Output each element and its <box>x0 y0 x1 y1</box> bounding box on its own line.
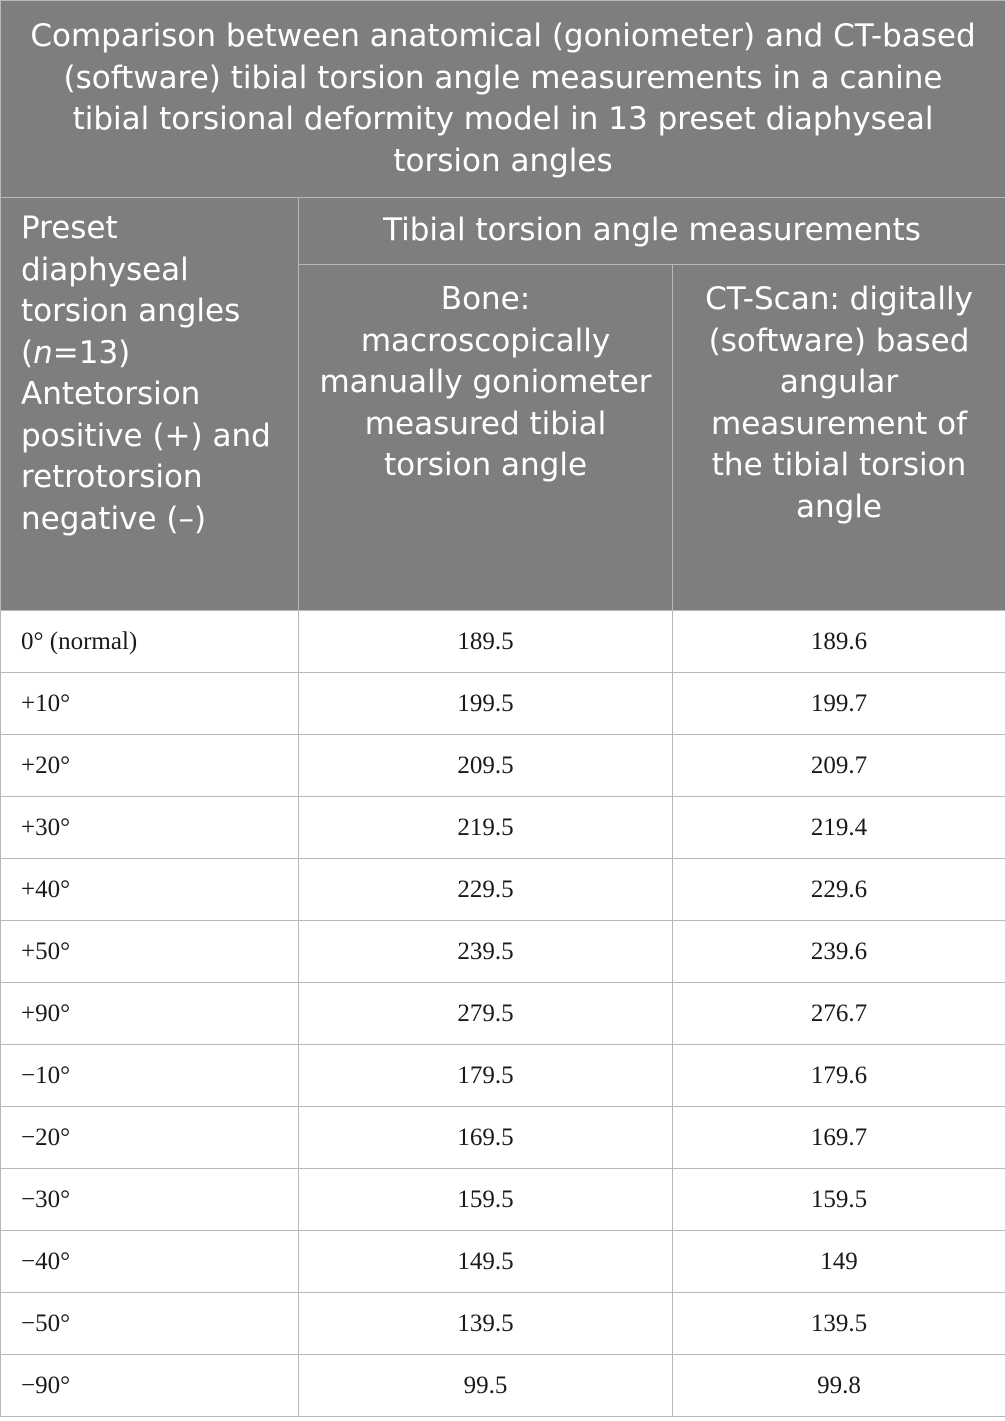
ct-scan-header: CT-Scan: digitally (software) based angular measurement of the tibial torsion angle <box>673 265 1005 611</box>
bone-measurement-cell: 239.5 <box>299 921 673 983</box>
bone-goniometer-header: Bone: macroscopically manually goniometer measured tibial torsion angle <box>299 265 673 611</box>
ct-measurement-cell: 239.6 <box>673 921 1005 983</box>
preset-angle-cell: −30° <box>1 1169 299 1231</box>
table-row <box>1 1231 1005 1293</box>
ct-measurement-cell: 189.6 <box>673 611 1005 673</box>
preset-angle-cell: −90° <box>1 1355 299 1417</box>
table-row <box>1 1107 1005 1169</box>
ct-measurement-cell: 276.7 <box>673 983 1005 1045</box>
preset-angle-cell: +10° <box>1 673 299 735</box>
table-row <box>1 1169 1005 1231</box>
preset-angle-cell: +30° <box>1 797 299 859</box>
ct-measurement-cell: 199.7 <box>673 673 1005 735</box>
table-caption: Comparison between anatomical (goniometer) and CT-based (software) tibial torsion angle measurements in a canine tibial torsional deformity model in 13 preset diaphyseal torsion angles <box>1 1 1005 198</box>
bone-measurement-cell: 209.5 <box>299 735 673 797</box>
bone-measurement-cell: 219.5 <box>299 797 673 859</box>
table-row <box>1 797 1005 859</box>
bone-measurement-cell: 139.5 <box>299 1293 673 1355</box>
table-body <box>1 611 1005 1417</box>
ct-measurement-cell: 219.4 <box>673 797 1005 859</box>
table-row <box>1 921 1005 983</box>
bone-measurement-cell: 189.5 <box>299 611 673 673</box>
bone-measurement-cell: 99.5 <box>299 1355 673 1417</box>
table-row <box>1 1045 1005 1107</box>
bone-measurement-cell: 199.5 <box>299 673 673 735</box>
ct-measurement-cell: 179.6 <box>673 1045 1005 1107</box>
ct-measurement-cell: 169.7 <box>673 1107 1005 1169</box>
preset-angle-cell: −50° <box>1 1293 299 1355</box>
ct-measurement-cell: 229.6 <box>673 859 1005 921</box>
preset-angle-cell: 0° (normal) <box>1 611 299 673</box>
preset-angle-cell: −40° <box>1 1231 299 1293</box>
bone-measurement-cell: 179.5 <box>299 1045 673 1107</box>
preset-angle-header: Preset diaphyseal torsion angles (n=13) Antetorsion positive (+) and retrotorsion negative (–) <box>1 198 299 611</box>
bone-measurement-cell: 169.5 <box>299 1107 673 1169</box>
ct-measurement-cell: 149 <box>673 1231 1005 1293</box>
bone-measurement-cell: 149.5 <box>299 1231 673 1293</box>
table-row <box>1 1293 1005 1355</box>
preset-angle-cell: −10° <box>1 1045 299 1107</box>
ct-measurement-cell: 139.5 <box>673 1293 1005 1355</box>
bone-measurement-cell: 159.5 <box>299 1169 673 1231</box>
table-row <box>1 1355 1005 1417</box>
table-row <box>1 735 1005 797</box>
bone-measurement-cell: 279.5 <box>299 983 673 1045</box>
preset-angle-cell: +40° <box>1 859 299 921</box>
ct-measurement-cell: 209.7 <box>673 735 1005 797</box>
table-row <box>1 859 1005 921</box>
ct-measurement-cell: 159.5 <box>673 1169 1005 1231</box>
preset-angle-cell: −20° <box>1 1107 299 1169</box>
table-row <box>1 983 1005 1045</box>
preset-angle-cell: +50° <box>1 921 299 983</box>
table-row <box>1 673 1005 735</box>
ct-measurement-cell: 99.8 <box>673 1355 1005 1417</box>
preset-angle-cell: +90° <box>1 983 299 1045</box>
bone-measurement-cell: 229.5 <box>299 859 673 921</box>
table-row <box>1 611 1005 673</box>
preset-angle-cell: +20° <box>1 735 299 797</box>
measurements-group-header: Tibial torsion angle measurements <box>299 198 1005 265</box>
